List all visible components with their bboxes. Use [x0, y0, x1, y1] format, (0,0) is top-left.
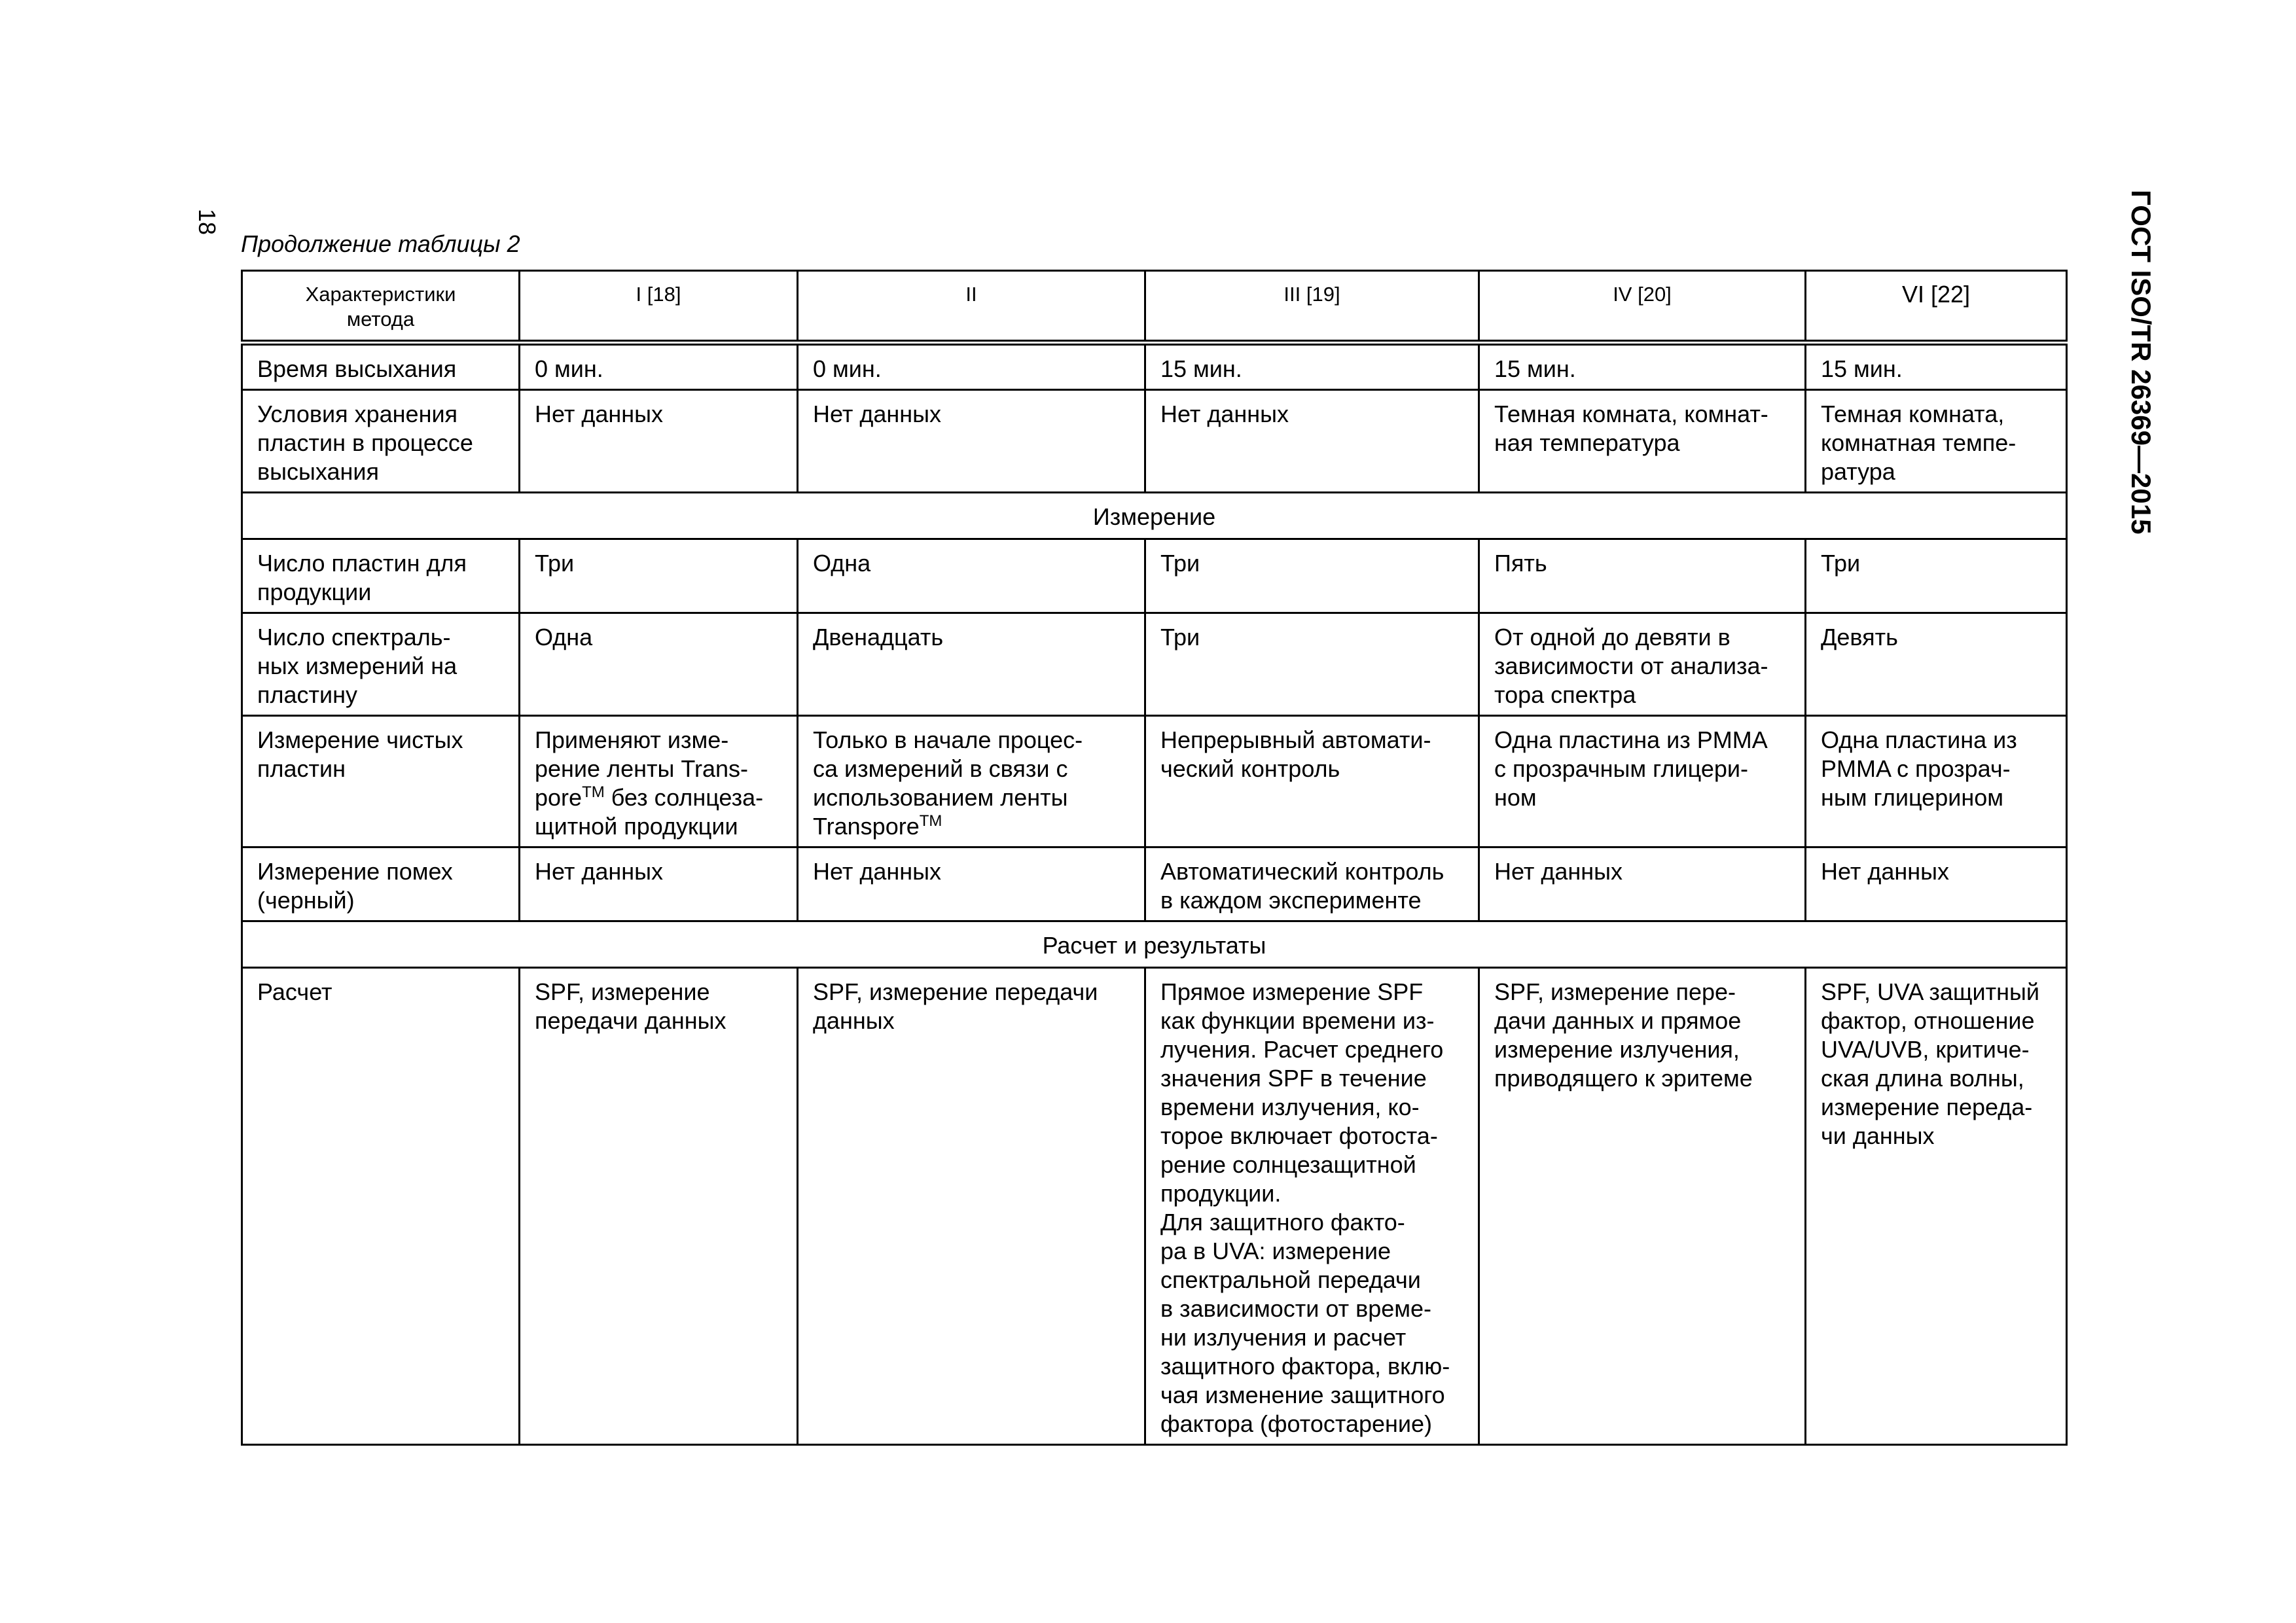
cell-text: без солнцеза- щитной продукции — [535, 784, 764, 840]
table-cell: Три — [520, 539, 798, 613]
header-row — [242, 271, 2067, 343]
table-cell: Непрерывный автомати- ческий контроль — [1145, 716, 1479, 847]
table-cell: Темная комната, комнат- ная температура — [1479, 390, 1806, 493]
table-row — [242, 968, 2067, 1445]
trademark-mark: TM — [582, 783, 605, 801]
table-row — [242, 613, 2067, 716]
table-cell: Три — [1145, 613, 1479, 716]
table-row — [242, 390, 2067, 493]
table-cell: Нет данных — [520, 390, 798, 493]
header-cell: II — [798, 271, 1145, 343]
table-cell: Двенадцать — [798, 613, 1145, 716]
row-label: Число пластин для продукции — [242, 539, 520, 613]
table-cell: Одна пластина из PMMA с прозрач- ным глицерином — [1806, 716, 2067, 847]
table-cell: Автоматический контроль в каждом эксперименте — [1145, 847, 1479, 921]
table-cell: 0 мин. — [798, 343, 1145, 390]
table-row — [242, 847, 2067, 921]
section-row — [242, 921, 2067, 968]
table-cell: SPF, UVA защитный фактор, отношение UVA/UVB, критиче- ская длина волны, измерение переда- чи данных — [1806, 968, 2067, 1445]
table-cell: Одна — [798, 539, 1145, 613]
table-cell: 15 мин. — [1145, 343, 1479, 390]
header-cell: Характеристики метода — [242, 271, 520, 343]
header-cell: VI [22] — [1806, 271, 2067, 343]
table-cell: Нет данных — [1145, 390, 1479, 493]
header-cell: IV [20] — [1479, 271, 1806, 343]
standard-code-text: ГОСТ ISO/TR 26369—2015 — [2126, 190, 2157, 535]
table-cell: Нет данных — [520, 847, 798, 921]
row-label: Измерение чистых пластин — [242, 716, 520, 847]
table-cell: Нет данных — [798, 390, 1145, 493]
row-label: Число спектраль- ных измерений на пластину — [242, 613, 520, 716]
cell-text: Только в начале процес- са измерений в связи с использованием ленты Transpore — [813, 726, 1083, 840]
table-caption: Продолжение таблицы 2 — [241, 230, 520, 257]
cell-text: Применяют изме- рение ленты Trans- pore — [535, 726, 749, 811]
table-row — [242, 343, 2067, 390]
page-number: 18 — [194, 208, 221, 236]
table-row — [242, 539, 2067, 613]
table-cell: От одной до девяти в зависимости от анализа- тора спектра — [1479, 613, 1806, 716]
table-row — [242, 716, 2067, 847]
table-cell: SPF, измерение передачи данных — [520, 968, 798, 1445]
table-cell: Три — [1145, 539, 1479, 613]
row-label: Условия хранения пластин в процессе высыхания — [242, 390, 520, 493]
table-cell: Темная комната, комнатная темпе- ратура — [1806, 390, 2067, 493]
table-cell: Нет данных — [1806, 847, 2067, 921]
table-cell: Одна — [520, 613, 798, 716]
table-cell: Одна пластина из PMMA с прозрачным глицери- ном — [1479, 716, 1806, 847]
header-cell: I [18] — [520, 271, 798, 343]
table-cell: SPF, измерение передачи данных — [798, 968, 1145, 1445]
section-heading-measurement: Измерение — [242, 493, 2067, 539]
standard-code — [2117, 190, 2157, 556]
row-label: Измерение помех (черный) — [242, 847, 520, 921]
table-cell: SPF, измерение пере- дачи данных и прямое измерение излучения, приводящего к эритеме — [1479, 968, 1806, 1445]
table-cell: Пять — [1479, 539, 1806, 613]
table-cell: 15 мин. — [1479, 343, 1806, 390]
table-cell: Девять — [1806, 613, 2067, 716]
row-label: Время высыхания — [242, 343, 520, 390]
table-cell: Нет данных — [798, 847, 1145, 921]
section-heading-calculation: Расчет и результаты — [242, 921, 2067, 968]
table-cell: Нет данных — [1479, 847, 1806, 921]
table-cell — [520, 716, 798, 847]
section-row — [242, 493, 2067, 539]
header-cell: III [19] — [1145, 271, 1479, 343]
table-cell: Прямое измерение SPF как функции времени из- лучения. Расчет среднего значения SPF в течение времени излучения, ко- торое включает фотоста- рение солнцезащитной продукции. Для защитного факто- ра в UVA: измерение спектральной передачи в зависимости от време- ни излучения и расчет защитного фактора, вклю- чая изменение защитного фактора (фотостарение) — [1145, 968, 1479, 1445]
table-cell: 15 мин. — [1806, 343, 2067, 390]
row-label: Расчет — [242, 968, 520, 1445]
table-cell — [798, 716, 1145, 847]
table-cell: Три — [1806, 539, 2067, 613]
method-table — [241, 270, 2068, 1446]
trademark-mark: TM — [919, 812, 942, 830]
table-cell: 0 мин. — [520, 343, 798, 390]
